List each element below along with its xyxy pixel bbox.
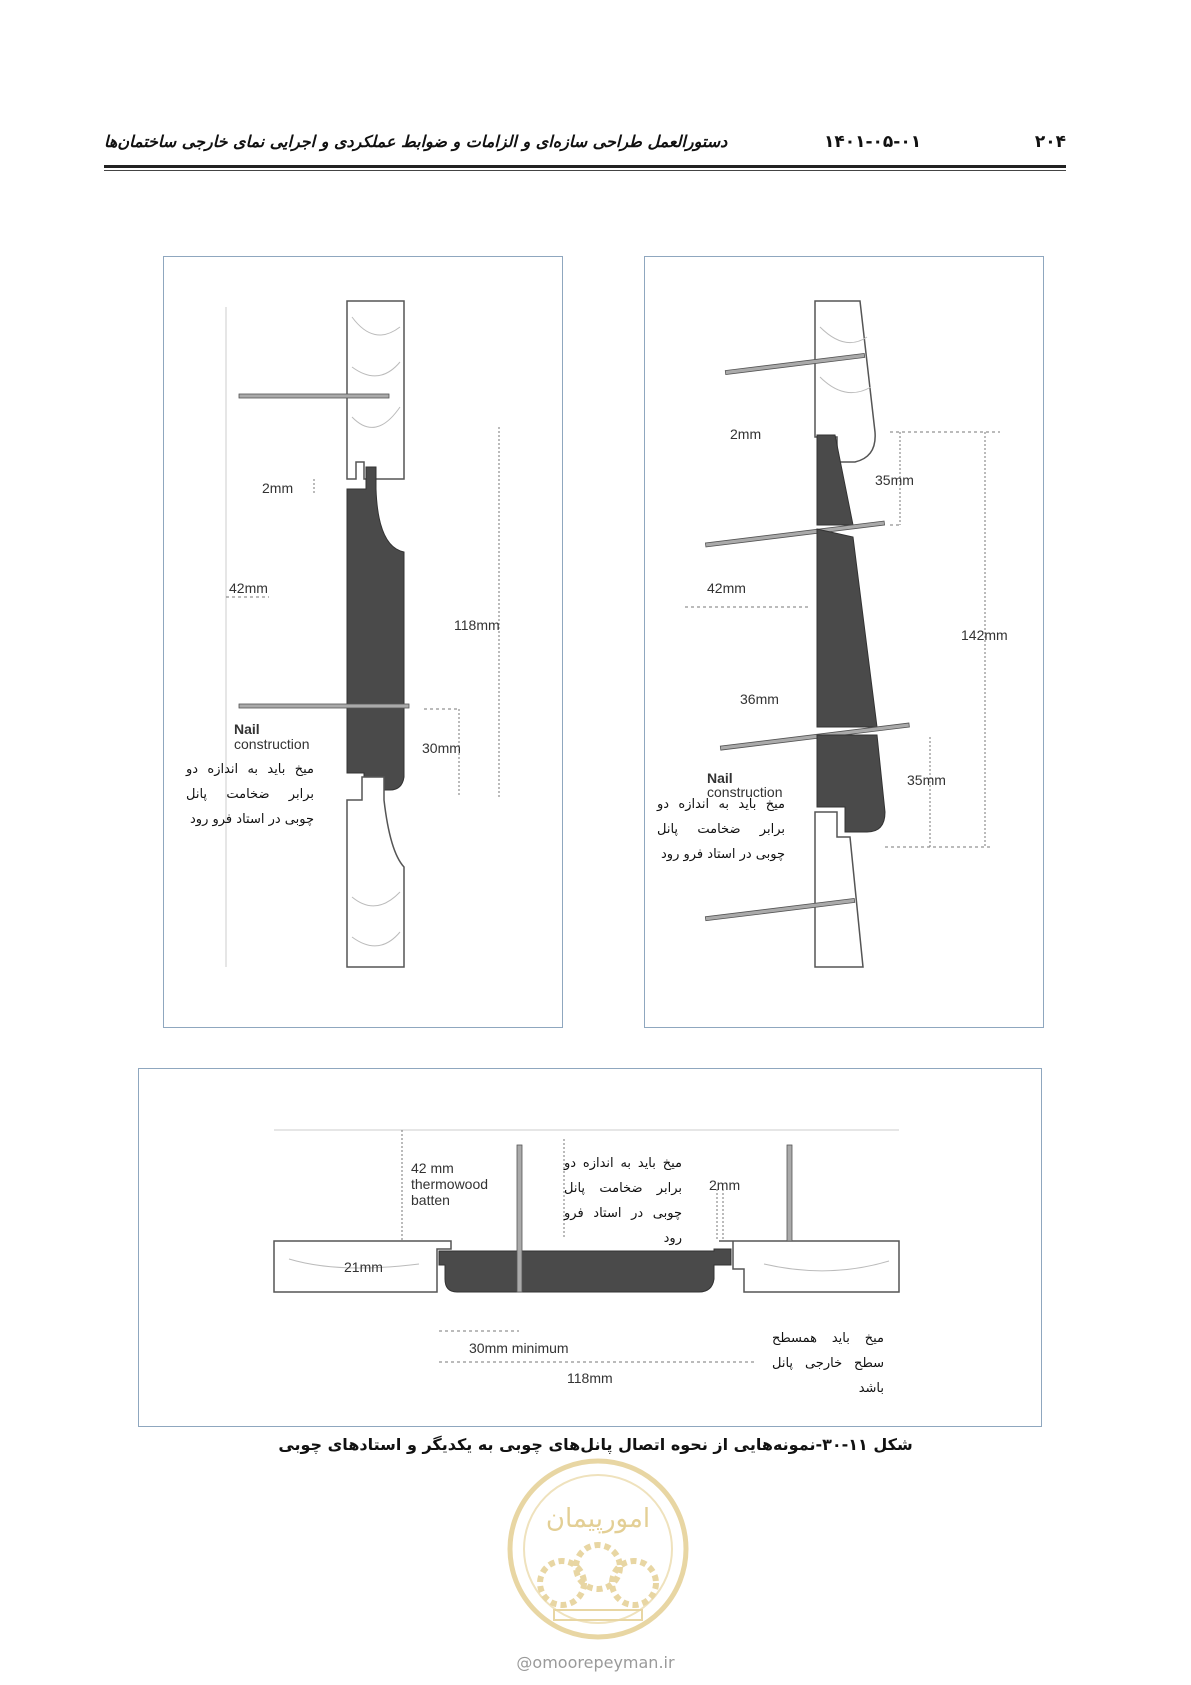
- dim-36mm: 36mm: [740, 691, 779, 707]
- dim-35mm-bottom: 35mm: [907, 772, 946, 788]
- watermark-site: @omoorepeyman.ir: [516, 1653, 675, 1672]
- nail-label-2: construction: [707, 784, 783, 800]
- dim-142mm: 142mm: [961, 627, 1008, 643]
- header-rule-thin: [104, 170, 1066, 171]
- watermark-logo: [504, 1455, 692, 1643]
- page-header: [104, 128, 1066, 168]
- dim-2mm: 2mm: [709, 1177, 741, 1193]
- dim-42mm: 42mm: [229, 580, 268, 596]
- bottom-note-bottom: میخ باید همسطح سطح خارجی پانل باشد: [772, 1331, 884, 1396]
- nail-label-2: construction: [234, 736, 310, 752]
- dim-35mm-top: 35mm: [875, 472, 914, 488]
- figure-panel-left: [163, 256, 563, 1028]
- dim-2mm: 2mm: [262, 480, 294, 496]
- logo-text: امورپیمان: [545, 1504, 651, 1534]
- right-note: میخ باید به اندازه دو برابر ضخامت پانل چوبی در استاد فرو رود: [657, 797, 785, 862]
- nail-label: Nail: [234, 721, 260, 737]
- left-note: میخ باید به اندازه دو برابر ضخامت پانل چوبی در استاد فرو رود: [186, 762, 314, 827]
- header-date: ۱۴۰۱-۰۵-۰۱: [824, 132, 922, 152]
- header-title: دستورالعمل طراحی سازه‌ای و الزامات و ضوابط عملکردی و اجرایی نمای خارجی ساختمان‌ها: [104, 132, 728, 151]
- dim-21mm: 21mm: [344, 1259, 383, 1275]
- batten-line-3: batten: [411, 1192, 450, 1208]
- header-rule: [104, 165, 1066, 168]
- dim-118mm: 118mm: [567, 1370, 613, 1386]
- page-number: ۲۰۴: [1034, 132, 1066, 152]
- nail-label: Nail: [707, 770, 733, 786]
- figure-caption: شکل ۱۱-۳۰-نمونه‌هایی از نحوه اتصال پانل‌های چوبی به یکدیگر و استادهای چوبی: [278, 1435, 913, 1454]
- left-profile-diagram: [164, 257, 562, 1027]
- dim-42mm: 42mm: [707, 580, 746, 596]
- figure-panel-bottom: [138, 1068, 1042, 1427]
- bottom-note-top: میخ باید به اندازه دو برابر ضخامت پانل چوبی در استاد فرو رود: [564, 1156, 682, 1246]
- dim-30mm-minimum: 30mm minimum: [469, 1340, 569, 1356]
- right-profile-diagram: [645, 257, 1043, 1027]
- batten-line-2: thermowood: [411, 1176, 489, 1192]
- batten-line-1: 42 mm: [411, 1160, 454, 1176]
- dim-118mm: 118mm: [454, 617, 500, 633]
- figure-panel-right: [644, 256, 1044, 1028]
- dim-30mm: 30mm: [422, 740, 461, 756]
- dim-2mm: 2mm: [730, 426, 762, 442]
